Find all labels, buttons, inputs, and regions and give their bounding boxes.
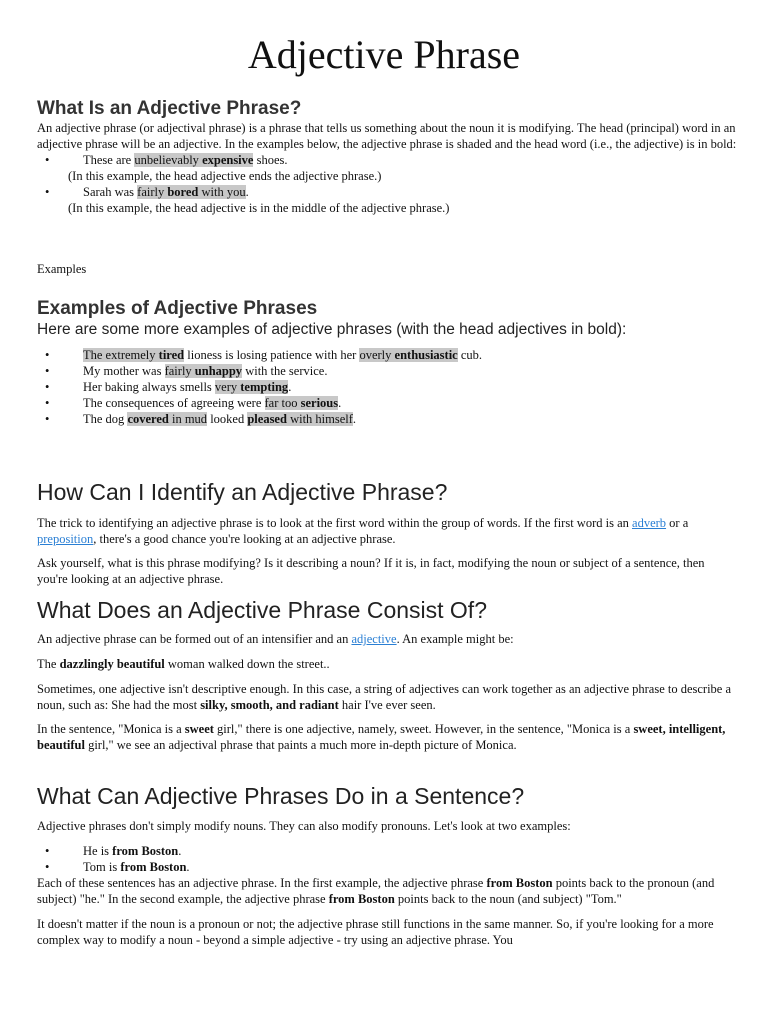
section-heading: What Can Adjective Phrases Do in a Sentence? bbox=[37, 783, 525, 809]
head-adjective: serious bbox=[300, 396, 339, 410]
bold-text: dazzlingly beautiful bbox=[59, 657, 165, 671]
text: fairly bbox=[137, 185, 168, 199]
text: . bbox=[288, 380, 292, 394]
text: Sarah was bbox=[83, 185, 138, 199]
section-consist bbox=[37, 596, 737, 753]
text: My mother was bbox=[83, 364, 165, 378]
text: points back to the noun (and subject) "Tom." bbox=[394, 892, 622, 906]
adjective-phrase bbox=[247, 412, 353, 426]
adjective-phrase bbox=[359, 348, 457, 362]
text: fairly bbox=[164, 364, 195, 378]
text: far too bbox=[264, 396, 301, 410]
head-adjective: bored bbox=[167, 185, 199, 199]
text: girl," there is one adjective, namely, sweet. However, in the sentence, "Monica is a bbox=[213, 722, 634, 736]
text: . An example might be: bbox=[396, 632, 514, 646]
text: with himself bbox=[286, 412, 353, 426]
text: Her baking always smells bbox=[83, 380, 215, 394]
example-list bbox=[37, 152, 737, 168]
head-adjective: tired bbox=[158, 348, 185, 362]
example-list bbox=[37, 184, 737, 200]
bold-text: sweet, intelligent, beautiful bbox=[37, 722, 726, 752]
text: with you bbox=[198, 185, 246, 199]
paragraph bbox=[37, 681, 737, 713]
list-item bbox=[37, 152, 737, 168]
adverb-link[interactable]: adverb bbox=[632, 516, 667, 530]
text: An adjective phrase can be formed out of an intensifier and an bbox=[37, 632, 352, 646]
text: in mud bbox=[168, 412, 208, 426]
list-item bbox=[37, 363, 737, 379]
text: very bbox=[214, 380, 241, 394]
text: The dog bbox=[83, 412, 128, 426]
head-adjective: covered bbox=[127, 412, 169, 426]
text: He is bbox=[83, 844, 113, 858]
section-heading: What Is an Adjective Phrase? bbox=[37, 98, 302, 119]
section-what-can bbox=[37, 782, 737, 948]
example-list bbox=[37, 843, 737, 875]
paragraph bbox=[37, 721, 737, 753]
section-heading: Examples of Adjective Phrases bbox=[37, 298, 318, 319]
bold-text: from Boston bbox=[120, 860, 187, 874]
text: unbelievably bbox=[134, 153, 203, 167]
text: . bbox=[245, 185, 249, 199]
bold-text: from Boston bbox=[328, 892, 395, 906]
list-item bbox=[37, 843, 737, 859]
intro-paragraph: Here are some more examples of adjective phrases (with the head adjectives in bold): bbox=[37, 321, 627, 338]
section-heading: What Does an Adjective Phrase Consist Of? bbox=[37, 597, 487, 623]
text: or a bbox=[666, 516, 689, 530]
text: Each of these sentences has an adjective phrase. In the first example, the adjective phrase bbox=[37, 876, 487, 890]
text: . bbox=[338, 396, 342, 410]
adjective-link[interactable]: adjective bbox=[351, 632, 397, 646]
bold-text: from Boston bbox=[486, 876, 553, 890]
example-note: (In this example, the head adjective ends the adjective phrase.) bbox=[68, 169, 382, 183]
page-title: Adjective Phrase bbox=[247, 32, 521, 77]
text: , there's a good chance you're looking at an adjective phrase. bbox=[93, 532, 396, 546]
preposition-link[interactable]: preposition bbox=[37, 532, 94, 546]
examples-label: Examples bbox=[37, 262, 87, 276]
list-item bbox=[37, 395, 737, 411]
paragraph bbox=[37, 515, 737, 547]
list-item bbox=[37, 347, 737, 363]
text: Tom is bbox=[83, 860, 121, 874]
head-adjective: enthusiastic bbox=[394, 348, 458, 362]
list-item bbox=[37, 379, 737, 395]
adjective-phrase bbox=[83, 348, 184, 362]
paragraph: Ask yourself, what is this phrase modifying? Is it describing a noun? If it is, in fact, modifying the noun or subject of a sentence, then you're looking at an adjective phrase. bbox=[37, 556, 705, 586]
text: lioness is losing patience with her bbox=[184, 348, 360, 362]
text: with the service. bbox=[242, 364, 328, 378]
text: . bbox=[178, 844, 182, 858]
section-identify bbox=[37, 478, 737, 587]
text: cub. bbox=[457, 348, 483, 362]
section-what-is bbox=[37, 98, 737, 216]
adjective-phrase bbox=[215, 380, 288, 394]
paragraph bbox=[37, 875, 737, 907]
section-examples bbox=[37, 298, 737, 427]
head-adjective: pleased bbox=[247, 412, 287, 426]
text: The extremely bbox=[83, 348, 159, 362]
example-note: (In this example, the head adjective is in the middle of the adjective phrase.) bbox=[68, 201, 450, 215]
text: shoes. bbox=[253, 153, 288, 167]
list-item bbox=[37, 859, 737, 875]
example-list bbox=[37, 347, 737, 427]
adjective-phrase bbox=[134, 153, 253, 167]
text: looked bbox=[207, 412, 248, 426]
intro-paragraph: An adjective phrase (or adjectival phrase) is a phrase that tells us something about the noun it is modifying. The head (principal) word in an adjective phrase will be an adjective. In the examples below, the adjective phrase is shaded and the head word (i.e., the adjective) is in bold: bbox=[37, 121, 737, 151]
text: overly bbox=[359, 348, 395, 362]
head-adjective: expensive bbox=[202, 153, 254, 167]
text: In the sentence, "Monica is a bbox=[37, 722, 185, 736]
bold-text: from Boston bbox=[112, 844, 179, 858]
text: Sometimes, one adjective isn't descriptive enough. In this case, a string of adjectives can work together as an adjective phrase to describe a noun, such as: She had the most bbox=[37, 682, 732, 712]
text: . bbox=[186, 860, 190, 874]
head-adjective: unhappy bbox=[194, 364, 243, 378]
list-item bbox=[37, 411, 737, 427]
paragraph: Adjective phrases don't simply modify nouns. They can also modify pronouns. Let's look at two examples: bbox=[37, 819, 571, 833]
text: woman walked down the street.. bbox=[164, 657, 330, 671]
paragraph bbox=[37, 656, 737, 672]
list-item bbox=[37, 184, 737, 200]
adjective-phrase bbox=[165, 364, 242, 378]
text: . bbox=[352, 412, 357, 426]
section-heading: How Can I Identify an Adjective Phrase? bbox=[37, 479, 448, 505]
text: The trick to identifying an adjective phrase is to look at the first word within the group of words. If the first word is an bbox=[37, 516, 633, 530]
adjective-phrase bbox=[264, 396, 342, 410]
adjective-phrase bbox=[137, 185, 245, 199]
text: girl," we see an adjectival phrase that paints a much more in-depth picture of Monica. bbox=[84, 738, 517, 752]
paragraph bbox=[37, 631, 737, 647]
text: The consequences of agreeing were bbox=[83, 396, 265, 410]
bold-text: sweet bbox=[184, 722, 214, 736]
text: These are bbox=[83, 153, 135, 167]
head-adjective: tempting bbox=[240, 380, 289, 394]
bold-text: silky, smooth, and radiant bbox=[200, 698, 339, 712]
adjective-phrase bbox=[127, 412, 207, 426]
paragraph: It doesn't matter if the noun is a pronoun or not; the adjective phrase still functions in the same manner. So, if you're looking for a more complex way to modify a noun - beyond a simple adjective - try using an adjective phrase. You bbox=[37, 917, 714, 947]
text: points back to the pronoun (and subject) "he." In the second example, the adjective phrase bbox=[37, 876, 715, 906]
text: The bbox=[37, 657, 60, 671]
text: hair I've ever seen. bbox=[338, 698, 436, 712]
